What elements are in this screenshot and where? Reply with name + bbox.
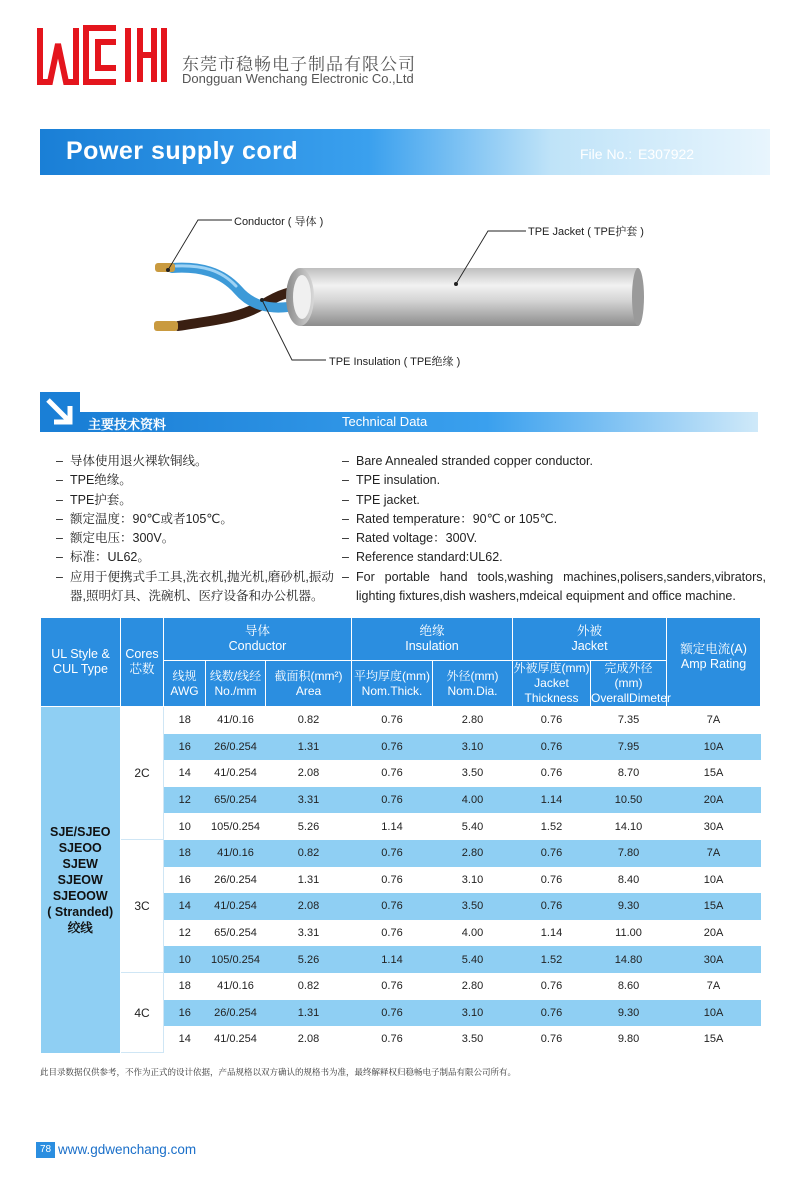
cell-overall-dia: 8.40	[591, 867, 667, 894]
cell-area: 3.31	[266, 920, 352, 947]
cell-area: 0.82	[266, 707, 352, 734]
spec-item-en: – Rated voltage：300V.	[342, 531, 478, 546]
cell-nom-thick: 0.76	[352, 760, 433, 787]
cell-no-mm: 41/0.16	[206, 707, 266, 734]
spec-item-en: – TPE insulation.	[342, 473, 441, 488]
cell-overall-dia: 9.30	[591, 893, 667, 920]
cores-cell: 2C	[121, 707, 164, 840]
cell-awg: 16	[164, 734, 206, 761]
cell-no-mm: 26/0.254	[206, 734, 266, 761]
cell-amp: 15A	[667, 893, 761, 920]
cell-nom-dia: 3.50	[433, 893, 513, 920]
cell-nom-dia: 2.80	[433, 707, 513, 734]
cell-awg: 16	[164, 867, 206, 894]
cell-amp: 10A	[667, 867, 761, 894]
cores-cell: 3C	[121, 840, 164, 973]
cell-jacket-thick: 1.52	[513, 946, 591, 973]
cell-awg: 18	[164, 707, 206, 734]
cell-nom-thick: 0.76	[352, 787, 433, 814]
spec-item-cn: – 导体使用退火裸软铜线。	[56, 454, 208, 468]
cell-no-mm: 105/0.254	[206, 946, 266, 973]
cell-overall-dia: 14.80	[591, 946, 667, 973]
cell-jacket-thick: 0.76	[513, 707, 591, 734]
spec-item-cn: – 额定温度：90℃或者105℃。	[56, 511, 233, 526]
spec-item-cn: – 标准：UL62。	[56, 550, 150, 565]
cell-nom-dia: 3.50	[433, 760, 513, 787]
header-area: 截面积(mm²) Area	[266, 661, 352, 707]
cell-amp: 7A	[667, 973, 761, 1000]
cell-amp: 10A	[667, 1000, 761, 1027]
cell-no-mm: 41/0.16	[206, 840, 266, 867]
table-row	[41, 840, 761, 867]
cell-nom-thick: 0.76	[352, 920, 433, 947]
cell-nom-thick: 1.14	[352, 946, 433, 973]
cell-jacket-thick: 0.76	[513, 1000, 591, 1027]
section-arrow-icon	[40, 392, 80, 432]
cell-overall-dia: 14.10	[591, 813, 667, 840]
cell-nom-dia: 4.00	[433, 920, 513, 947]
conductor-label: Conductor ( 导体 )	[234, 216, 324, 228]
cell-nom-thick: 0.76	[352, 707, 433, 734]
spec-item-en: – Rated temperature：90℃ or 105℃.	[342, 511, 558, 526]
cell-no-mm: 41/0.254	[206, 760, 266, 787]
cell-overall-dia: 9.30	[591, 1000, 667, 1027]
spec-item-cn: – TPE绝缘。	[56, 473, 132, 488]
file-number-value: E307922	[638, 146, 695, 162]
header-conductor: 导体 Conductor	[164, 618, 352, 661]
cell-no-mm: 105/0.254	[206, 813, 266, 840]
company-name-en: Dongguan Wenchang Electronic Co.,Ltd	[182, 71, 414, 86]
cell-awg: 14	[164, 893, 206, 920]
cell-jacket-thick: 0.76	[513, 840, 591, 867]
cell-area: 2.08	[266, 893, 352, 920]
cell-overall-dia: 7.95	[591, 734, 667, 761]
cell-awg: 18	[164, 840, 206, 867]
spec-table-body	[41, 707, 761, 1053]
cell-no-mm: 65/0.254	[206, 920, 266, 947]
cell-awg: 12	[164, 920, 206, 947]
header-amp-rating: 额定电流(A) Amp Rating	[667, 618, 761, 707]
cell-area: 5.26	[266, 946, 352, 973]
cell-amp: 15A	[667, 760, 761, 787]
cell-amp: 7A	[667, 840, 761, 867]
cell-nom-dia: 3.10	[433, 867, 513, 894]
cell-area: 2.08	[266, 760, 352, 787]
blue-wire	[172, 268, 300, 308]
disclaimer: 此目录数据仅供参考，不作为正式的设计依据，产品规格以双方确认的规格书为准，最终解释权归稳畅电子制品有限公司所有。	[40, 1067, 517, 1077]
section-title-en: Technical Data	[342, 414, 428, 429]
cell-jacket-thick: 1.14	[513, 787, 591, 814]
cell-awg: 10	[164, 813, 206, 840]
conductor-leader-line	[168, 220, 232, 270]
cell-nom-dia: 4.00	[433, 787, 513, 814]
spec-list-en	[342, 452, 766, 606]
page-title: Power supply cord	[66, 137, 299, 165]
cell-amp: 10A	[667, 734, 761, 761]
cell-awg: 10	[164, 946, 206, 973]
conductor-tip-top	[155, 263, 175, 272]
jacket-label: TPE Jacket ( TPE护套 )	[528, 226, 644, 238]
cell-no-mm: 41/0.254	[206, 893, 266, 920]
cell-awg: 16	[164, 1000, 206, 1027]
cell-area: 1.31	[266, 867, 352, 894]
header-cores: Cores 芯数	[121, 618, 164, 707]
cell-area: 2.08	[266, 1026, 352, 1053]
cell-awg: 14	[164, 1026, 206, 1053]
cell-nom-dia: 5.40	[433, 813, 513, 840]
cell-no-mm: 26/0.254	[206, 1000, 266, 1027]
cell-overall-dia: 7.80	[591, 840, 667, 867]
cell-amp: 30A	[667, 813, 761, 840]
cell-nom-dia: 3.50	[433, 1026, 513, 1053]
cell-amp: 20A	[667, 787, 761, 814]
file-number	[578, 146, 694, 162]
page-number: 78	[36, 1142, 55, 1158]
cell-amp: 7A	[667, 707, 761, 734]
spec-table	[40, 617, 761, 1053]
cell-overall-dia: 11.00	[591, 920, 667, 947]
cell-jacket-thick: 1.14	[513, 920, 591, 947]
cell-amp: 15A	[667, 1026, 761, 1053]
cell-nom-thick: 0.76	[352, 1026, 433, 1053]
header-nom-dia: 外径(mm) Nom.Dia.	[433, 661, 513, 707]
spec-item-cn: – 额定电压：300V。	[56, 531, 175, 546]
spec-item-en: – For portable hand tools,washing machines,polisers,sanders,vibrators, lighting fixtures,dish washers,mdeical equipment and office machine.	[342, 569, 766, 604]
cell-overall-dia: 8.70	[591, 760, 667, 787]
cell-nom-thick: 0.76	[352, 734, 433, 761]
spec-item-en: – TPE jacket.	[342, 492, 420, 507]
wch-logo	[36, 22, 168, 88]
cell-jacket-thick: 0.76	[513, 893, 591, 920]
cell-nom-thick: 1.14	[352, 813, 433, 840]
header-awg: 线规 AWG	[164, 661, 206, 707]
header-jacket-thickness: 外被厚度(mm) Jacket Thickness	[513, 661, 590, 705]
cell-nom-dia: 5.40	[433, 946, 513, 973]
cell-awg: 14	[164, 760, 206, 787]
spec-item-cn: – 应用于便携式手工具,洗衣机,抛光机,磨砂机,振动器,照明灯具、洗碗机、医疗设备和办公机器。	[56, 569, 334, 604]
file-number-label: File No.:	[580, 146, 633, 162]
cell-no-mm: 41/0.254	[206, 1026, 266, 1053]
cell-nom-dia: 2.80	[433, 840, 513, 867]
header-insulation: 绝缘 Insulation	[352, 618, 513, 661]
cell-jacket-thick: 0.76	[513, 867, 591, 894]
cell-nom-dia: 2.80	[433, 973, 513, 1000]
cell-jacket-thick: 0.76	[513, 973, 591, 1000]
cell-nom-dia: 3.10	[433, 734, 513, 761]
insulation-label: TPE Insulation ( TPE绝缘 )	[329, 356, 461, 368]
header-overall-diameter: 完成外径(mm) OverallDimeter	[591, 661, 672, 705]
cell-jacket-thick: 0.76	[513, 760, 591, 787]
cell-nom-thick: 0.76	[352, 973, 433, 1000]
cell-overall-dia: 8.60	[591, 973, 667, 1000]
website-link[interactable]: www.gdwenchang.com	[58, 1142, 197, 1157]
company-name-cn: 东莞市稳畅电子制品有限公司	[182, 55, 416, 74]
cores-cell: 4C	[121, 973, 164, 1053]
spec-item-en: – Reference standard:UL62.	[342, 550, 503, 565]
header-nom-thick: 平均厚度(mm) Nom.Thick.	[352, 661, 433, 707]
cell-no-mm: 26/0.254	[206, 867, 266, 894]
header-ul-style: UL Style & CUL Type	[41, 618, 121, 707]
cell-nom-thick: 0.76	[352, 893, 433, 920]
header-no-mm: 线数/线经 No./mm	[206, 661, 266, 707]
cell-no-mm: 41/0.16	[206, 973, 266, 1000]
table-row	[41, 973, 761, 1000]
cell-jacket-thick: 0.76	[513, 1026, 591, 1053]
cell-amp: 20A	[667, 920, 761, 947]
cell-area: 5.26	[266, 813, 352, 840]
cell-jacket-thick: 1.52	[513, 813, 591, 840]
conductor-tip-bottom	[154, 321, 178, 331]
cell-overall-dia: 10.50	[591, 787, 667, 814]
jacket	[300, 268, 638, 326]
cell-nom-thick: 0.76	[352, 1000, 433, 1027]
header-jacket: 外被 Jacket	[513, 618, 667, 661]
cell-no-mm: 65/0.254	[206, 787, 266, 814]
cell-area: 3.31	[266, 787, 352, 814]
cell-nom-thick: 0.76	[352, 840, 433, 867]
cell-overall-dia: 9.80	[591, 1026, 667, 1053]
ul-style-cell: SJE/SJEO SJEOO SJEW SJEOW SJEOOW ( Stranded) 绞线	[41, 707, 121, 1053]
table-row	[41, 707, 761, 734]
cell-amp: 30A	[667, 946, 761, 973]
cell-overall-dia: 7.35	[591, 707, 667, 734]
cell-awg: 18	[164, 973, 206, 1000]
cell-area: 0.82	[266, 973, 352, 1000]
cell-area: 0.82	[266, 840, 352, 867]
spec-item-en: – Bare Annealed stranded copper conductor.	[342, 454, 593, 468]
cell-nom-dia: 3.10	[433, 1000, 513, 1027]
cell-area: 1.31	[266, 734, 352, 761]
cell-jacket-thick: 0.76	[513, 734, 591, 761]
spec-list-cn	[56, 452, 346, 606]
cell-nom-thick: 0.76	[352, 867, 433, 894]
section-title-cn: 主要技术资料	[88, 417, 167, 432]
spec-item-cn: – TPE护套。	[56, 492, 132, 507]
cell-area: 1.31	[266, 1000, 352, 1027]
cell-awg: 12	[164, 787, 206, 814]
